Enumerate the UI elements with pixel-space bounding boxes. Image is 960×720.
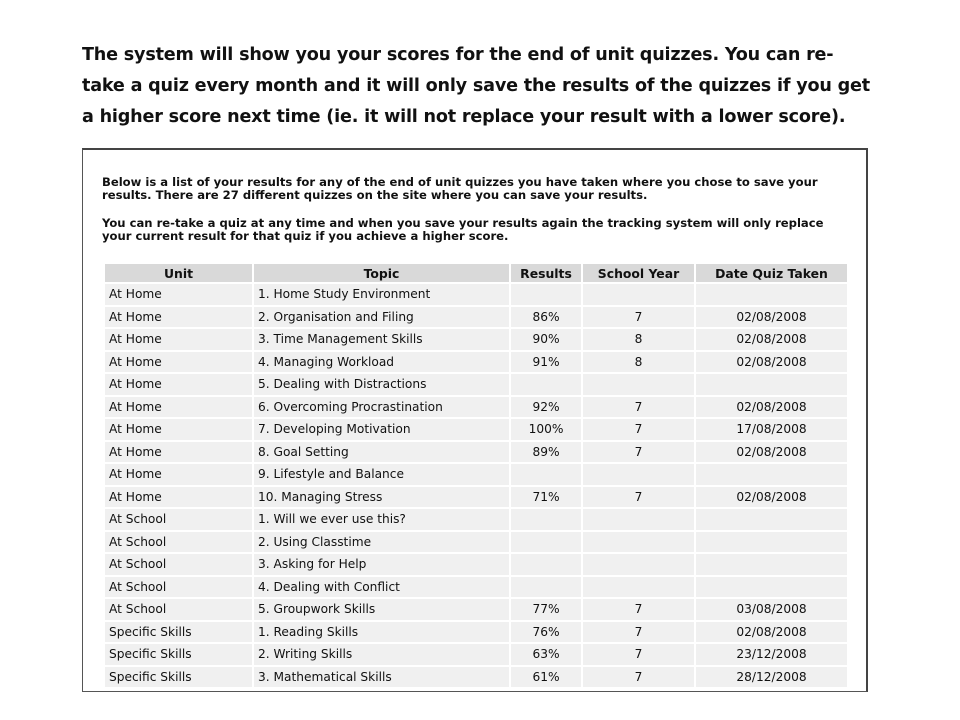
date-cell: 02/08/2008 [696, 397, 847, 418]
unit-cell: At School [105, 532, 252, 553]
date-cell: 02/08/2008 [696, 487, 847, 508]
table-row [105, 307, 847, 328]
results-page [87, 155, 863, 691]
table-row [105, 487, 847, 508]
school-year-cell: 7 [583, 599, 694, 620]
topic-cell: 3. Asking for Help [254, 554, 509, 575]
school-year-cell: 7 [583, 307, 694, 328]
unit-cell: At Home [105, 284, 252, 305]
topic-cell: 1. Reading Skills [254, 622, 509, 643]
topic-cell: 7. Developing Motivation [254, 419, 509, 440]
unit-cell: Specific Skills [105, 622, 252, 643]
result-cell: 89% [511, 442, 581, 463]
date-cell [696, 509, 847, 530]
table-row [105, 464, 847, 485]
school-year-cell [583, 464, 694, 485]
topic-cell: 9. Lifestyle and Balance [254, 464, 509, 485]
school-year-cell [583, 374, 694, 395]
topic-cell: 10. Managing Stress [254, 487, 509, 508]
date-cell: 02/08/2008 [696, 442, 847, 463]
date-cell: 02/08/2008 [696, 352, 847, 373]
unit-cell: At School [105, 577, 252, 598]
result-cell: 63% [511, 644, 581, 665]
school-year-cell [583, 509, 694, 530]
result-cell: 76% [511, 622, 581, 643]
date-cell: 02/08/2008 [696, 307, 847, 328]
column-header-date-quiz-taken: Date Quiz Taken [696, 264, 847, 282]
date-cell: 03/08/2008 [696, 599, 847, 620]
topic-cell: 6. Overcoming Procrastination [254, 397, 509, 418]
topic-cell: 1. Will we ever use this? [254, 509, 509, 530]
date-cell [696, 374, 847, 395]
date-cell: 17/08/2008 [696, 419, 847, 440]
result-cell: 92% [511, 397, 581, 418]
table-row [105, 577, 847, 598]
unit-cell: At School [105, 554, 252, 575]
topic-cell: 4. Dealing with Conflict [254, 577, 509, 598]
column-header-topic: Topic [254, 264, 509, 282]
school-year-cell: 8 [583, 329, 694, 350]
table-row [105, 374, 847, 395]
unit-cell: At Home [105, 329, 252, 350]
unit-cell: At Home [105, 464, 252, 485]
unit-cell: At Home [105, 397, 252, 418]
topic-cell: 3. Time Management Skills [254, 329, 509, 350]
school-year-cell: 8 [583, 352, 694, 373]
date-cell: 02/08/2008 [696, 329, 847, 350]
intro-paragraph: Below is a list of your results for any of the end of unit quizzes you have taken where you chose to save your results. There are 27 different quizzes on the site where you can save your results. [102, 175, 818, 202]
date-cell [696, 577, 847, 598]
school-year-cell [583, 577, 694, 598]
school-year-cell: 7 [583, 397, 694, 418]
table-row [105, 442, 847, 463]
table-header-row [105, 264, 847, 282]
topic-cell: 2. Organisation and Filing [254, 307, 509, 328]
date-cell: 02/08/2008 [696, 622, 847, 643]
unit-cell: At School [105, 599, 252, 620]
topic-cell: 8. Goal Setting [254, 442, 509, 463]
table-row [105, 509, 847, 530]
topic-cell: 2. Writing Skills [254, 644, 509, 665]
school-year-cell: 7 [583, 644, 694, 665]
topic-cell: 5. Groupwork Skills [254, 599, 509, 620]
table-row [105, 667, 847, 688]
result-cell: 71% [511, 487, 581, 508]
column-header-results: Results [511, 264, 581, 282]
topic-cell: 1. Home Study Environment [254, 284, 509, 305]
table-row [105, 284, 847, 305]
date-cell [696, 284, 847, 305]
table-row [105, 397, 847, 418]
date-cell [696, 464, 847, 485]
result-cell: 86% [511, 307, 581, 328]
unit-cell: At Home [105, 419, 252, 440]
result-cell [511, 284, 581, 305]
unit-cell: Specific Skills [105, 644, 252, 665]
result-cell [511, 374, 581, 395]
topic-cell: 4. Managing Workload [254, 352, 509, 373]
unit-cell: At School [105, 509, 252, 530]
result-cell [511, 554, 581, 575]
unit-cell: Specific Skills [105, 667, 252, 688]
unit-cell: At Home [105, 307, 252, 328]
table-row [105, 352, 847, 373]
school-year-cell: 7 [583, 622, 694, 643]
replace-rule-paragraph: You can re-take a quiz at any time and when you save your results again the tracking system will only replace your current result for that quiz if you achieve a higher score. [102, 216, 824, 243]
school-year-cell: 7 [583, 442, 694, 463]
date-cell [696, 554, 847, 575]
unit-cell: At Home [105, 442, 252, 463]
result-cell: 61% [511, 667, 581, 688]
topic-cell: 3. Mathematical Skills [254, 667, 509, 688]
date-cell: 23/12/2008 [696, 644, 847, 665]
result-cell [511, 509, 581, 530]
result-cell: 91% [511, 352, 581, 373]
school-year-cell: 7 [583, 487, 694, 508]
date-cell: 28/12/2008 [696, 667, 847, 688]
school-year-cell: 7 [583, 419, 694, 440]
result-cell: 90% [511, 329, 581, 350]
unit-cell: At Home [105, 487, 252, 508]
table-row [105, 419, 847, 440]
topic-cell: 2. Using Classtime [254, 532, 509, 553]
screenshot-frame [82, 148, 868, 692]
result-cell: 77% [511, 599, 581, 620]
table-row [105, 554, 847, 575]
slide-caption: The system will show you your scores for the end of unit quizzes. You can re-take a quiz every month and it will only save the results of the quizzes if you get a higher score next time (ie. it will not replace your result with a lower score). [82, 45, 870, 127]
result-cell [511, 577, 581, 598]
table-row [105, 622, 847, 643]
table-row [105, 532, 847, 553]
results-table [103, 262, 849, 689]
unit-cell: At Home [105, 352, 252, 373]
table-row [105, 644, 847, 665]
topic-cell: 5. Dealing with Distractions [254, 374, 509, 395]
date-cell [696, 532, 847, 553]
result-cell: 100% [511, 419, 581, 440]
table-row [105, 329, 847, 350]
table-row [105, 599, 847, 620]
result-cell [511, 464, 581, 485]
result-cell [511, 532, 581, 553]
school-year-cell [583, 532, 694, 553]
unit-cell: At Home [105, 374, 252, 395]
column-header-school-year: School Year [583, 264, 694, 282]
school-year-cell: 7 [583, 667, 694, 688]
column-header-unit: Unit [105, 264, 252, 282]
school-year-cell [583, 554, 694, 575]
school-year-cell [583, 284, 694, 305]
